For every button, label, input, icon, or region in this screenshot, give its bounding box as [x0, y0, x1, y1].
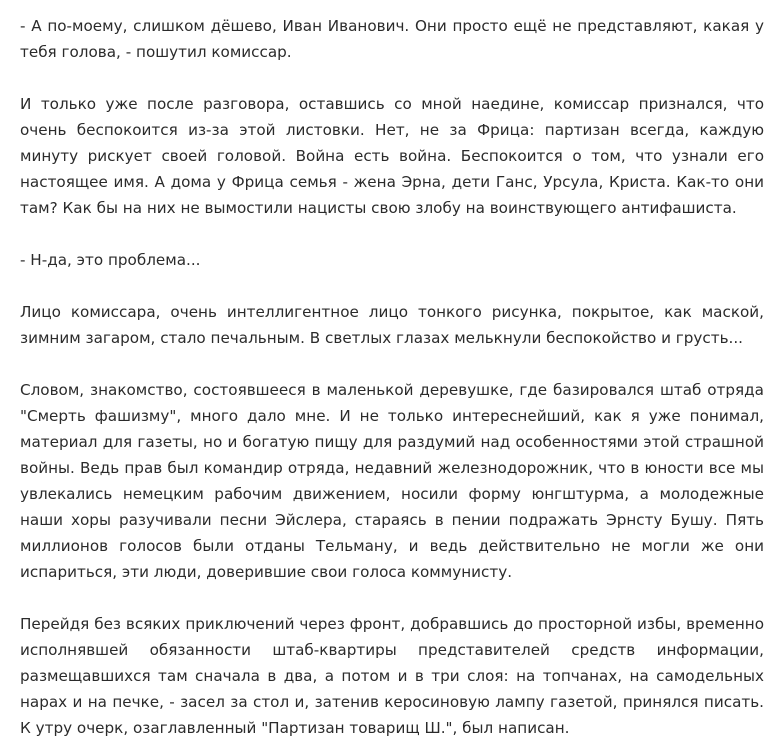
paragraph-problem-remark: - Н-да, это проблема... — [20, 251, 201, 269]
paragraph-acquaintance: Словом, знакомство, состоявшееся в маленькой деревушке, где базировался штаб отряда "Смерть фашизму", много дало мне. И не только интереснейший, как я уже понимал, материал для газеты, но и богатую пищу для раздумий над особенностями этой страшной войны. Ведь прав был командир отряда, недавний железнодорожник, что в юности все мы увлекались немецким рабочим движением, носили форму юнгштурма, а молодежные наши хоры разучивали песни Эйслера, стараясь в пении подражать Эрнсту Бушу. Пять миллионов голосов были отданы Тельману, и ведь действительно не могли же они испариться, эти люди, доверившие свои голоса коммунисту. — [20, 381, 764, 581]
paragraph-commissar-confession: И только уже после разговора, оставшись со мной наедине, комиссар признался, что очень беспокоится из-за этой листовки. Нет, не за Фрица: партизан всегда, каждую минуту рискует своей головой. Война есть война. Беспокоится о том, что узнали его настоящее имя. А дома у Фрица семья - жена Эрна, дети Ганс, Урсула, Криста. Как-то они там? Как бы на них не вымостили нацисты свою злобу на воинствующего антифашиста. — [20, 95, 764, 217]
paragraph-commissar-face: Лицо комиссара, очень интеллигентное лицо тонкого рисунка, покрытое, как маской, зимним загаром, стало печальным. В светлых глазах мелькнули беспокойство и грусть... — [20, 303, 764, 347]
article-text — [20, 0, 764, 741]
paragraph-front-crossing: Перейдя без всяких приключений через фронт, добравшись до просторной избы, временно исполнявшей обязанности штаб-квартиры представителей средств информации, размещавшихся там сначала в два, а потом и в три слоя: на топчанах, на самодельных нарах и на печке, - засел за стол и, затенив керосиновую лампу газетой, принялся писать. К утру очерк, озаглавленный "Партизан товарищ Ш.", был написан. — [20, 615, 764, 737]
paragraph-commissar-joke: - А по-моему, слишком дёшево, Иван Иванович. Они просто ещё не представляют, какая у тебя голова, - пошутил комиссар. — [20, 17, 764, 61]
